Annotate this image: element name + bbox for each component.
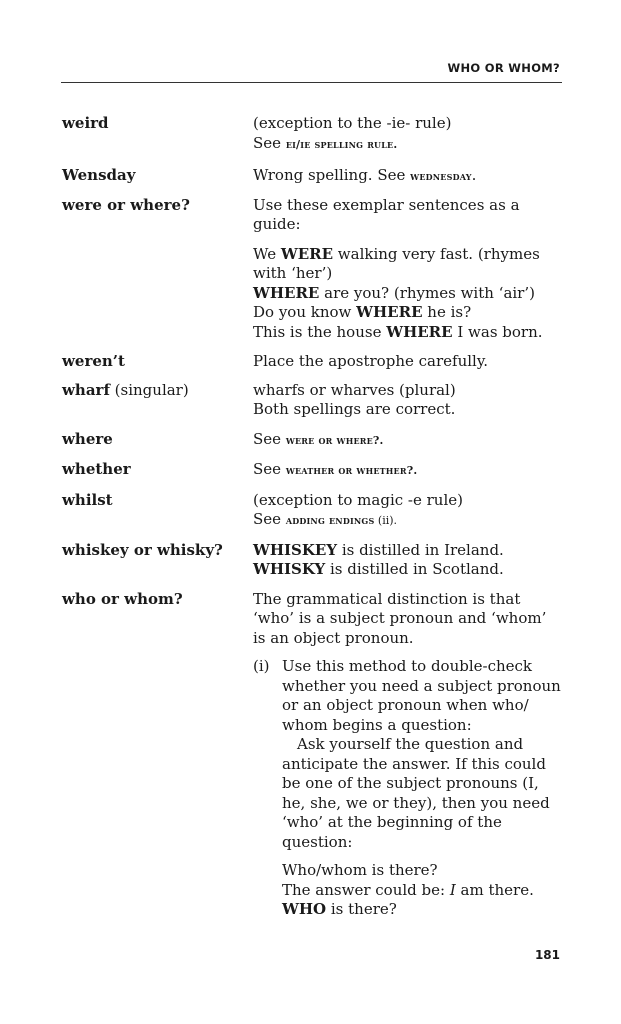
entry-definition	[253, 114, 561, 154]
entry-definition	[253, 491, 561, 531]
entry-wensday	[62, 166, 562, 187]
see-label: See	[253, 460, 286, 478]
cross-reference-target: were or where?.	[285, 433, 384, 447]
see-label: See	[253, 510, 286, 528]
example-emphasis: WERE	[280, 244, 334, 263]
example-emphasis: WHERE	[356, 303, 423, 321]
entry-definition	[253, 460, 561, 481]
example-sentence	[253, 303, 561, 323]
cross-reference-target: weather or whether?.	[285, 464, 418, 477]
example-text: he is?	[422, 303, 472, 321]
definition-intro: Use these exemplar sentences as a guide:	[253, 195, 520, 233]
definition-line	[253, 166, 561, 187]
entry-term	[62, 381, 253, 420]
entry-term: whiskey or whisky?	[62, 540, 223, 559]
definition-paragraph: The grammatical distinction is that ‘who’ is a subject pronoun and ‘whom’ is an object pronoun.	[253, 589, 547, 647]
running-title: WHO OR WHOM?	[447, 61, 560, 75]
entry-were-or-where	[62, 196, 562, 343]
cross-reference-target: wednesday	[410, 170, 472, 183]
example-emphasis: WHERE	[386, 322, 453, 341]
cross-reference-section: (ii).	[374, 514, 398, 527]
entry-term: who or whom?	[62, 589, 183, 608]
example-emphasis: WHO	[282, 900, 327, 918]
dictionary-entries	[62, 114, 562, 920]
point-body	[282, 657, 561, 920]
example-emphasis: WHERE	[253, 283, 320, 302]
example-sentence	[282, 881, 561, 901]
definition-line: (exception to magic -e rule)	[253, 490, 463, 509]
cross-reference-target: adding endings	[285, 514, 375, 527]
term-word: wharf	[62, 380, 110, 399]
example-text: is distilled in Ireland.	[337, 540, 504, 559]
example-text: is there?	[326, 900, 397, 918]
example-sentence	[253, 284, 561, 304]
definition-line: wharfs or wharves (plural)	[253, 380, 456, 399]
entry-definition	[253, 430, 561, 451]
entry-definition	[253, 352, 561, 372]
example-text: are you? (rhymes with ‘air’)	[319, 283, 535, 302]
definition-line: Both spellings are correct.	[253, 400, 456, 418]
point-number: (i)	[253, 657, 270, 675]
example-emphasis: WHISKY	[253, 560, 326, 578]
example-emphasis: WHISKEY	[253, 540, 338, 559]
entry-who-or-whom	[62, 590, 562, 920]
page-number: 181	[534, 948, 560, 962]
entry-term: Wensday	[62, 166, 136, 184]
definition-line: Place the apostrophe carefully.	[253, 352, 489, 370]
example-sentence	[253, 245, 561, 284]
cross-reference	[253, 134, 561, 155]
example-text: We	[253, 244, 281, 263]
see-label: See	[253, 133, 286, 152]
cross-reference	[253, 430, 561, 451]
definition-line	[253, 541, 561, 561]
entry-term: where	[62, 429, 113, 448]
example-text: walking very fast. (rhymes with ‘her’)	[253, 244, 540, 282]
entry-term: were or where?	[62, 195, 190, 214]
cross-reference	[253, 460, 561, 481]
example-sentence	[282, 900, 561, 920]
entry-term: whether	[62, 460, 131, 478]
entry-term: whilst	[62, 490, 113, 509]
see-label: See	[253, 429, 286, 448]
entry-term: weren’t	[62, 352, 125, 370]
entry-definition	[253, 381, 561, 420]
cross-reference	[253, 510, 561, 531]
entry-definition	[253, 590, 561, 920]
entry-werent	[62, 352, 562, 372]
example-emphasis: I	[449, 880, 456, 899]
punctuation: .	[471, 166, 477, 184]
definition-text: Wrong spelling. See	[253, 166, 411, 184]
cross-reference-target: ei/ie spelling rule.	[285, 137, 398, 151]
entry-term: weird	[62, 114, 109, 132]
example-text: This is the house	[253, 322, 387, 341]
example-sentence	[253, 323, 561, 343]
entry-weird	[62, 114, 562, 154]
point-paragraph: Use this method to double-check whether you need a subject pronoun or an object pronoun when who/ whom begins a question:	[282, 657, 561, 734]
entry-whilst	[62, 491, 562, 531]
entry-whether	[62, 460, 562, 481]
numbered-point	[253, 657, 561, 920]
definition-line: (exception to the -ie- rule)	[253, 114, 452, 132]
entry-definition	[253, 166, 561, 187]
example-text: am there.	[455, 880, 534, 899]
entry-definition	[253, 196, 561, 343]
example-text: I was born.	[452, 322, 543, 341]
definition-line	[253, 560, 561, 580]
entry-where	[62, 430, 562, 451]
example-text: Do you know	[253, 303, 357, 321]
example-text: The answer could be:	[282, 880, 450, 899]
term-qualifier: (singular)	[109, 380, 189, 399]
example-sentence: Who/whom is there?	[282, 861, 438, 879]
entry-whiskey-or-whisky	[62, 541, 562, 580]
example-text: is distilled in Scotland.	[325, 560, 504, 578]
entry-definition	[253, 541, 561, 580]
entry-wharf	[62, 381, 562, 420]
header-rule	[61, 82, 562, 83]
point-paragraph: Ask yourself the question and anticipate the answer. If this could be one of the subject pronouns (I, he, she, we or they), then you need ‘who’ at the beginning of the question:	[282, 735, 550, 851]
